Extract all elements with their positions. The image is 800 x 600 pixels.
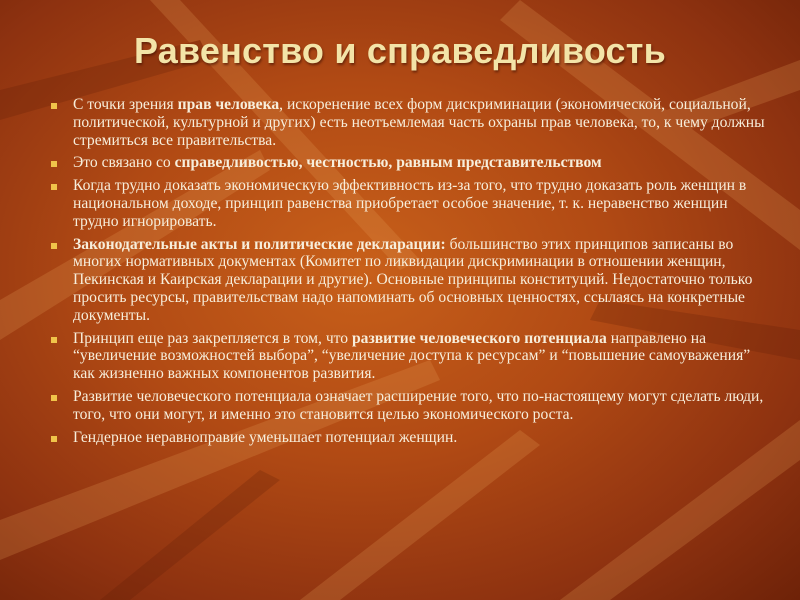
bullet-text: Развитие человеческого потенциала означает расширение того, что по-настоящему могут сделать люди, того, что они могут, и именно это становится целью экономического роста. <box>73 387 764 423</box>
bullet-text: большинство этих принципов записаны во многих нормативных документах (Комитет по ликвидации дискриминации в отношении женщин, Пекинская и Каирская декларации и другие). Основные принципы конституций. Недостаточно только просить ресурсы, правительствам надо напоминать об основных ценностях, ссылаясь на конкретные документы. <box>73 235 753 324</box>
bullet-text: С точки зрения <box>73 96 178 113</box>
slide-title: Равенство и справедливость <box>134 30 666 71</box>
bullet-item <box>48 177 768 230</box>
bullet-square-icon <box>51 395 57 401</box>
bullet-text: направлено на “увеличение возможностей выбора”, “увеличение доступа к ресурсам” и “повышение самоуважения” как жизненно важных компонентов развития. <box>73 329 751 383</box>
bullet-text: Когда трудно доказать экономическую эффективность из-за того, что трудно доказать роль женщин в национальном доходе, принцип равенства приобретает особое значение, т. к. неравенство женщин трудно игнорировать. <box>73 177 747 230</box>
bullet-item <box>48 154 768 172</box>
bullet-square-icon <box>51 161 57 167</box>
bullet-item <box>48 429 768 447</box>
bullet-square-icon <box>51 337 57 343</box>
bullet-square-icon <box>51 103 57 109</box>
bullet-item <box>48 96 768 149</box>
bullet-text: Гендерное неравноправие уменьшает потенциал женщин. <box>73 428 458 446</box>
bullet-item <box>48 330 768 383</box>
bullet-list <box>48 96 768 451</box>
bullet-square-icon <box>51 184 57 190</box>
bullet-text: , искоренение всех форм дискриминации (экономической, социальной, политической, культурной и других) есть неотъемлемая часть охраны прав человека, то, к чему должны стремиться все правительства. <box>73 96 765 149</box>
bullet-square-icon <box>51 436 57 442</box>
bullet-emphasis: Законодательные акты и политические декларации: <box>73 235 446 253</box>
bullet-square-icon <box>51 243 57 249</box>
bullet-text: Это связано со <box>73 154 175 172</box>
bullet-emphasis: развитие человеческого потенциала <box>351 329 607 347</box>
bullet-emphasis: прав человека <box>177 96 280 113</box>
bullet-text: Принцип еще раз закрепляется в том, что <box>73 329 352 347</box>
bullet-emphasis: справедливостью, честностью, равным представительством <box>174 154 602 172</box>
bullet-item <box>48 236 768 325</box>
bullet-item <box>48 388 768 424</box>
